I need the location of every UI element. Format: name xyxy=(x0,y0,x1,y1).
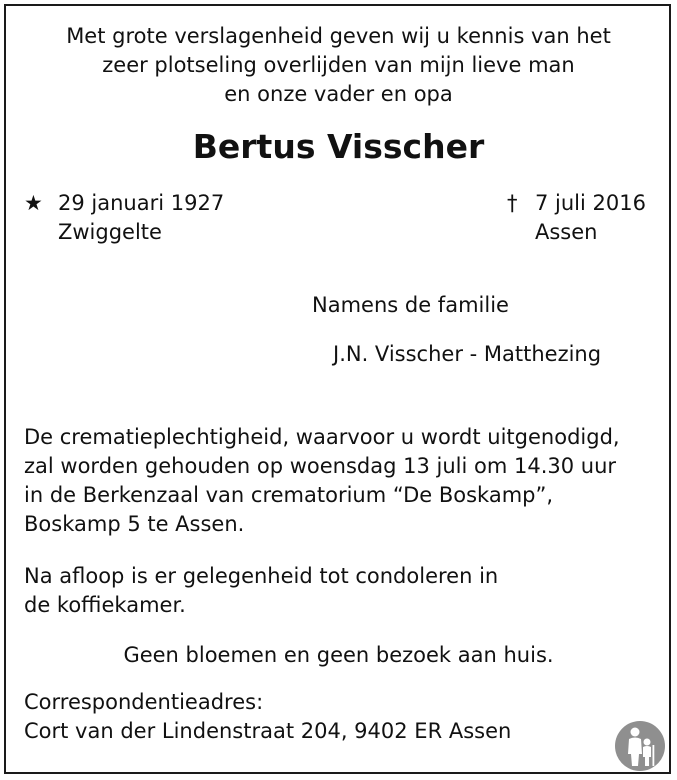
ceremony-line-3: in de Berkenzaal van crematorium “De Boskamp”, xyxy=(24,483,554,507)
correspondence-label: Correspondentieadres: xyxy=(24,690,264,714)
condolence-line-1: Na afloop is er gelegenheid tot condoleren in xyxy=(24,564,499,588)
family-label: Namens de familie xyxy=(312,293,509,317)
family-signer: J.N. Visscher - Matthezing xyxy=(333,342,602,366)
intro-line-2: zeer plotseling overlijden van mijn lieve man xyxy=(102,53,575,77)
memorial-figures-icon xyxy=(614,720,666,772)
deceased-name: Bertus Visscher xyxy=(192,127,485,166)
ceremony-line-4: Boskamp 5 te Assen. xyxy=(24,512,245,536)
ceremony-line-1: De crematieplechtigheid, waarvoor u wordt uitgenodigd, xyxy=(24,425,620,449)
death-place: Assen xyxy=(535,220,598,244)
intro-line-1: Met grote verslagenheid geven wij u kennis van het xyxy=(66,24,611,48)
correspondence-address: Cort van der Lindenstraat 204, 9402 ER Assen xyxy=(24,719,512,743)
birth-date: 29 januari 1927 xyxy=(58,191,225,215)
intro-line-3: en onze vader en opa xyxy=(224,82,453,106)
death-date: 7 juli 2016 xyxy=(535,191,646,215)
cross-icon: † xyxy=(507,191,518,215)
ceremony-line-2: zal worden gehouden op woensdag 13 juli om 14.30 uur xyxy=(24,454,617,478)
star-icon: ★ xyxy=(24,191,43,215)
no-flowers-notice: Geen bloemen en geen bezoek aan huis. xyxy=(123,643,554,667)
birth-place: Zwiggelte xyxy=(58,220,162,244)
condolence-line-2: de koffiekamer. xyxy=(24,593,186,617)
